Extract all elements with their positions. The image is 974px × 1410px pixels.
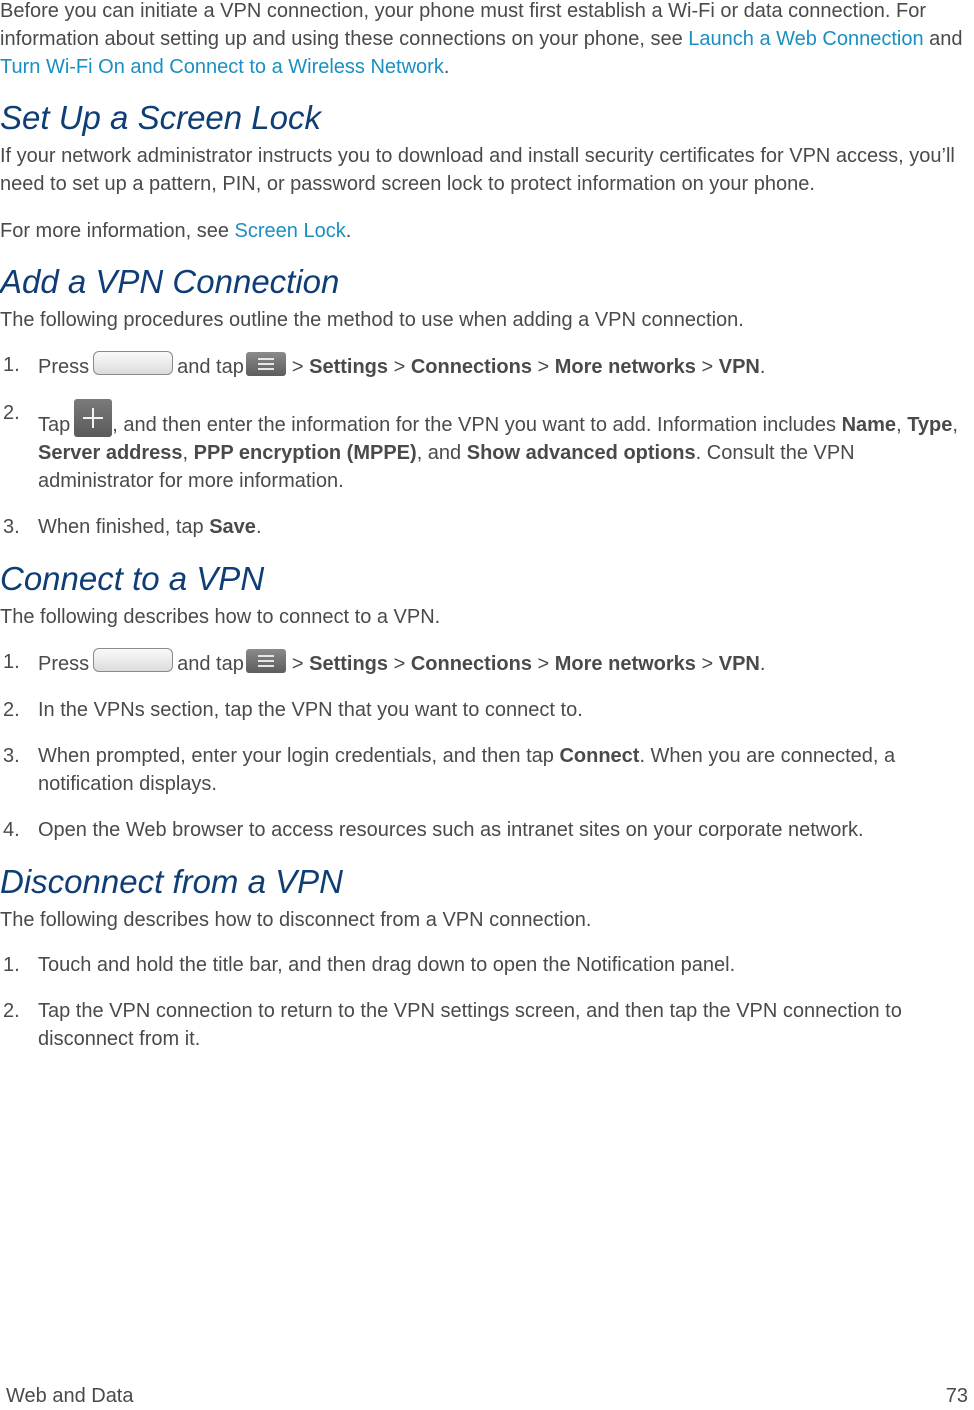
show-advanced-options-label: Show advanced options [466,442,696,464]
list-item [0,951,974,979]
menu-icon [246,352,286,376]
settings-label: Settings [309,356,389,378]
heading-disconnect-from-vpn: Disconnect from a VPN [0,863,343,900]
step-text: Open the Web browser to access resources such as intranet sites on your corporate network. [38,819,864,841]
intro-text-and: and [923,28,963,50]
save-label: Save [209,516,256,538]
intro-paragraph [0,0,974,81]
more-networks-label: More networks [554,356,696,378]
separator: > [701,356,714,378]
and-text: , and [416,442,467,464]
more-info-text: For more information, see [0,220,235,242]
separator: > [393,653,406,675]
separator: > [291,356,304,378]
disconnect-vpn-intro: The following describes how to disconnect from a VPN connection. [0,909,592,931]
vpn-label: VPN [718,653,760,675]
separator: > [291,653,304,675]
ppp-encryption-label: PPP encryption (MPPE) [193,442,417,464]
step-text: When finished, tap [38,516,210,538]
type-field-label: Type [907,414,953,436]
name-field-label: Name [841,414,897,436]
page-footer [6,1382,968,1410]
footer-section-title: Web and Data [6,1385,134,1407]
step-text: Press [38,356,90,378]
add-vpn-intro: The following procedures outline the method to use when adding a VPN connection. [0,309,744,331]
home-button-icon [93,351,173,375]
home-button-icon [93,648,173,672]
step-text: , and then enter the information for the VPN you want to add. Information includes [112,414,842,436]
step-number: 2. [3,1000,20,1022]
separator: > [393,356,406,378]
step-number: 1. [3,651,20,673]
add-vpn-steps [0,351,974,541]
step-text: When prompted, enter your login credentials, and then tap [38,745,560,767]
step-text: Tap [38,414,71,436]
step-number: 1. [3,354,20,376]
step-text: Press [38,653,90,675]
plus-icon [74,399,112,437]
launch-web-connection-link[interactable]: Launch a Web Connection [688,28,924,50]
comma: , [952,414,958,436]
more-networks-label: More networks [554,653,696,675]
intro-text: Before you can initiate a VPN connection, your phone must first establish a Wi-Fi or data connection. For information about setting up and using these connections on your phone, see [0,0,927,50]
step-text: In the VPNs section, tap the VPN that you want to connect to. [38,699,583,721]
list-item [0,816,974,844]
step-end: . [759,653,766,675]
connect-label: Connect [559,745,640,767]
connections-label: Connections [410,653,532,675]
comma: , [182,442,194,464]
step-text: . When you are connected, a notification displays. [38,745,896,795]
list-item [0,648,974,678]
connections-label: Connections [410,356,532,378]
step-end: . [759,356,766,378]
step-text: . Consult the VPN administrator for more information. [38,442,855,492]
separator: > [701,653,714,675]
screen-lock-more-info [0,217,974,245]
heading-connect-to-vpn: Connect to a VPN [0,560,265,597]
menu-icon [246,649,286,673]
heading-set-up-screen-lock: Set Up a Screen Lock [0,99,322,136]
screen-lock-paragraph: If your network administrator instructs you to download and install security certificates for VPN access, you’ll need to set up a pattern, PIN, or password screen lock to protect information on your phone. [0,145,955,195]
more-info-end: . [345,220,352,242]
step-number: 4. [3,819,20,841]
list-item [0,351,974,381]
step-number: 3. [3,516,20,538]
screen-lock-link[interactable]: Screen Lock [234,220,346,242]
heading-add-vpn-connection: Add a VPN Connection [0,263,340,300]
separator: > [537,653,550,675]
step-text: Tap the VPN connection to return to the VPN settings screen, and then tap the VPN connection to disconnect from it. [38,1000,902,1050]
step-number: 2. [3,699,20,721]
page-number: 73 [945,1385,968,1407]
list-item [0,997,974,1053]
step-text: Touch and hold the title bar, and then drag down to open the Notification panel. [38,954,736,976]
step-number: 1. [3,954,20,976]
step-end: . [255,516,262,538]
connect-vpn-steps [0,648,974,844]
list-item [0,513,974,541]
disconnect-vpn-steps [0,951,974,1053]
connect-vpn-intro: The following describes how to connect to a VPN. [0,606,441,628]
step-number: 2. [3,402,20,424]
step-number: 3. [3,745,20,767]
list-item [0,399,974,495]
settings-label: Settings [309,653,389,675]
comma: , [896,414,908,436]
turn-wifi-on-link[interactable]: Turn Wi-Fi On and Connect to a Wireless Network [0,56,444,78]
step-text: and tap [177,653,244,675]
list-item [0,742,974,798]
separator: > [537,356,550,378]
intro-text-end: . [443,56,450,78]
vpn-label: VPN [718,356,760,378]
server-address-label: Server address [38,442,183,464]
step-text: and tap [177,356,244,378]
list-item [0,696,974,724]
